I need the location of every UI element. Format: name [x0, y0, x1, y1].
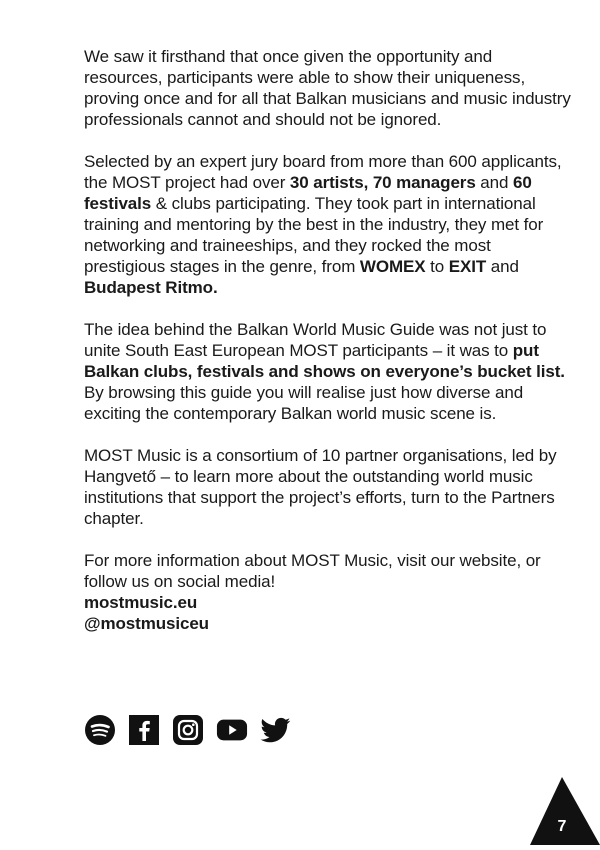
- bold-span: WOMEX: [359, 257, 426, 276]
- contact-links: [84, 592, 574, 634]
- social-icons: [84, 714, 292, 746]
- facebook-icon[interactable]: [128, 714, 160, 746]
- text-span: MOST Music is a consortium of 10 partner organisations, led by Hangvető – to learn more about the outstanding world music institutions that support the project’s efforts, turn to the Partners chapter.: [84, 446, 557, 528]
- paragraph-4: [84, 445, 574, 529]
- bold-span: 30 artists, 70 managers: [289, 173, 476, 192]
- page-number-badge: [510, 775, 600, 845]
- paragraph-1: [84, 46, 574, 130]
- text-span: and: [475, 173, 513, 192]
- text-span: By browsing this guide you will realise just how diverse and exciting the contemporary Balkan world music scene is.: [84, 383, 524, 423]
- bold-span: 60 festivals: [84, 173, 532, 213]
- text-span: Selected by an expert jury board from more than 600 applicants, the MOST project had over: [84, 152, 562, 192]
- bold-span: put Balkan clubs, festivals and shows on everyone’s bucket list.: [84, 341, 565, 381]
- social-handle[interactable]: @mostmusiceu: [84, 614, 209, 633]
- main-text: [84, 46, 574, 634]
- bold-span: EXIT: [448, 257, 487, 276]
- text-span: The idea behind the Balkan World Music Guide was not just to unite South East European MOST participants – it was to: [84, 320, 547, 360]
- paragraph-3: [84, 319, 574, 424]
- bold-span: Budapest Ritmo.: [84, 278, 218, 297]
- page-number: 7: [557, 818, 567, 835]
- twitter-icon[interactable]: [260, 714, 292, 746]
- youtube-icon[interactable]: [216, 714, 248, 746]
- instagram-icon[interactable]: [172, 714, 204, 746]
- text-span: We saw it firsthand that once given the opportunity and resources, participants were able to show their uniqueness, proving once and for all that Balkan musicians and music industry professionals cannot and should not be ignored.: [84, 47, 571, 129]
- paragraph-5: [84, 550, 574, 592]
- spotify-icon[interactable]: [84, 714, 116, 746]
- text-span: and: [486, 257, 519, 276]
- text-span: For more information about MOST Music, visit our website, or follow us on social media!: [84, 551, 541, 591]
- website-link[interactable]: mostmusic.eu: [84, 593, 198, 612]
- text-span: to: [425, 257, 449, 276]
- text-span: & clubs participating. They took part in international training and mentoring by the best in the industry, they met for networking and traineeships, and they rocked the most prestigious stages in the genre, from: [84, 194, 544, 276]
- paragraph-2: [84, 151, 574, 298]
